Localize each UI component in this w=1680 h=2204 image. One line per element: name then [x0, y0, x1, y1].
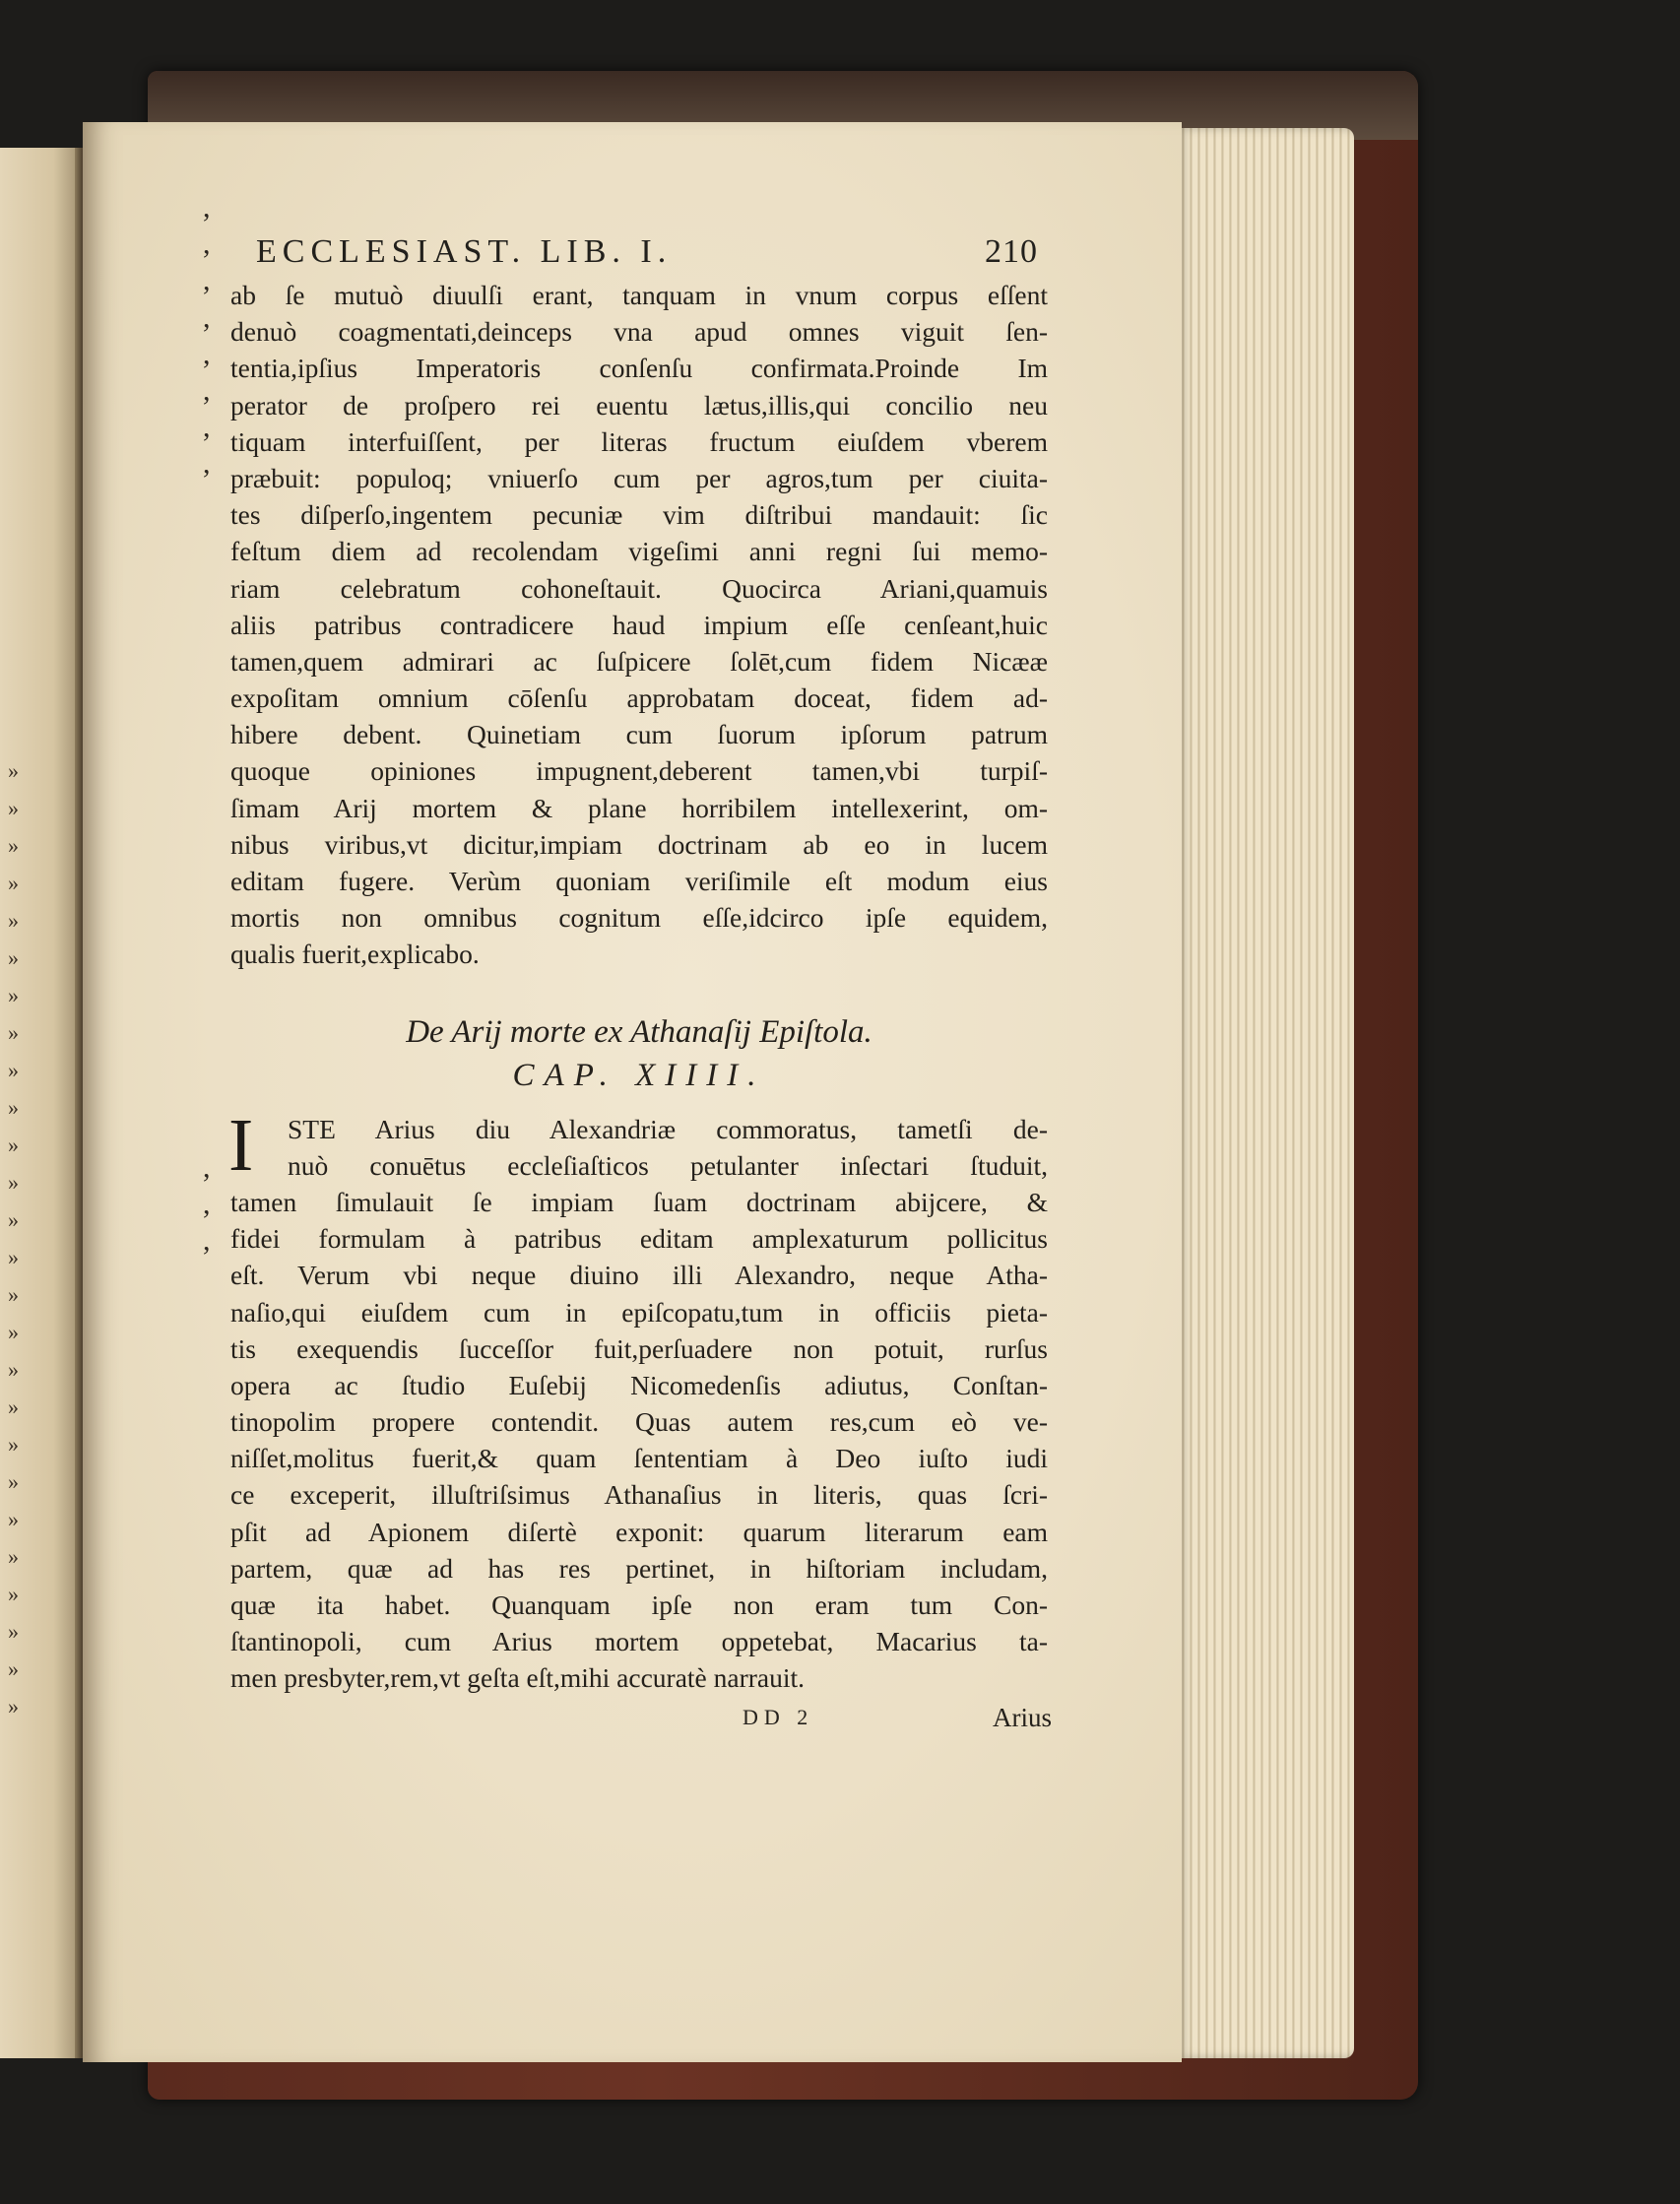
quote-mark: ,: [203, 337, 211, 370]
text-line: STE Arius diu Alexandriæ commoratus, tametſi de-: [288, 1113, 1048, 1144]
text-line: tamen ſimulauit ſe impiam ſuam doctrinam abijcere, &: [230, 1186, 1048, 1217]
quote-mark: ,: [203, 411, 211, 444]
text-line: feſtum diem ad recolendam vigeſimi anni regni ſui memo-: [230, 536, 1048, 567]
text-line: editam fugere. Verùm quoniam veriſimile eſt modum eius: [230, 866, 1048, 896]
gutter-mark: »: [8, 945, 19, 970]
text-line: eſt. Verum vbi neque diuino illi Alexandro, neque Atha-: [230, 1260, 1048, 1291]
gutter-mark: »: [8, 1058, 19, 1082]
text-line: ce exceperit, illuſtriſsimus Athanaſius in literis, quas ſcri-: [230, 1479, 1048, 1511]
gutter-mark: »: [8, 1656, 19, 1681]
text-line: pſit ad Apionem diſertè exponit: quarum literarum eam: [230, 1516, 1048, 1547]
paragraph-2: [228, 1103, 1048, 1697]
gutter-mark: »: [8, 1582, 19, 1606]
text-line: niſſet,molitus fuerit,& quam ſententiam à Deo iuſto iudi: [230, 1443, 1048, 1474]
printed-page: [83, 122, 1182, 2062]
gutter-mark: »: [8, 1282, 19, 1307]
text-line: denuò coagmentati,deinceps vna apud omnes viguit ſen-: [230, 316, 1048, 348]
quote-mark: ,: [203, 1188, 211, 1221]
gutter-mark: »: [8, 1469, 19, 1494]
text-line: opera ac ſtudio Euſebij Nicomedenſis adiutus, Conſtan-: [230, 1369, 1048, 1400]
gutter-mark: »: [8, 1320, 19, 1344]
gutter-mark: »: [8, 796, 19, 820]
running-head-title: ECCLESIAST. LIB. I.: [256, 233, 673, 270]
gutter-mark: »: [8, 983, 19, 1007]
text-line: tes diſperſo,ingentem pecuniæ vim diſtribui mandauit: ſic: [230, 499, 1048, 531]
text-line: nuò conuētus eccleſiaſticos petulanter inſectari ſtuduit,: [288, 1149, 1048, 1181]
gutter-mark: »: [8, 1544, 19, 1569]
text-line: partem, quæ ad has res pertinet, in hiſtoriam includam,: [230, 1552, 1048, 1584]
signature-mark: DD 2: [743, 1704, 814, 1729]
text-line: quæ ita habet. Quanquam ipſe non eram tum Con-: [230, 1589, 1048, 1620]
gutter-mark: »: [8, 1095, 19, 1120]
text-line: tis exequendis ſucceſſor fuit,perſuadere non potuit, rurſus: [230, 1332, 1048, 1364]
text-block: [228, 227, 1052, 1740]
gutter-mark: »: [8, 1245, 19, 1269]
quote-mark: ,: [203, 300, 211, 334]
text-line: riam celebratum cohoneſtauit. Quocirca Ariani,quamuis: [230, 572, 1048, 604]
gutter-mark: »: [8, 1619, 19, 1644]
gutter-mark: »: [8, 908, 19, 933]
gutter-mark: »: [8, 1207, 19, 1232]
text-line: expoſitam omnium cōſenſu approbatam doceat, fidem ad-: [230, 682, 1048, 714]
gutter-mark: »: [8, 1394, 19, 1419]
text-line: qualis fuerit,explicabo.: [230, 939, 480, 970]
text-line: mortis non omnibus cognitum eſſe,idcirco ipſe equidem,: [230, 902, 1048, 934]
gutter-mark: »: [8, 1432, 19, 1457]
gutter-mark: »: [8, 1357, 19, 1382]
text-line: fidei formulam à patribus editam amplexaturum pollicitus: [230, 1223, 1048, 1255]
text-line: ſtantinopoli, cum Arius mortem oppetebat, Macarius ta-: [230, 1626, 1048, 1657]
quote-mark: ,: [203, 374, 211, 407]
quote-mark: ,: [203, 264, 211, 297]
text-line: aliis patribus contradicere haud impium eſſe cenſeant,huic: [230, 609, 1048, 640]
paragraph-1: [230, 277, 1048, 973]
text-line: men presbyter,rem,vt geſta eſt,mihi accuratè narrauit.: [230, 1662, 806, 1694]
text-line: ab ſe mutuò diuulſi erant, tanquam in vnum corpus eſſent: [230, 280, 1048, 310]
quote-mark: ,: [203, 447, 211, 481]
quote-mark: ,: [203, 1224, 211, 1258]
text-line: tinopolim propere contendit. Quas autem res,cum eò ve-: [230, 1406, 1048, 1438]
chapter-label: CAP. XIIII.: [512, 1057, 766, 1093]
gutter-mark: »: [8, 833, 19, 858]
drop-cap: I: [228, 1103, 254, 1187]
quote-mark: ,: [203, 1151, 211, 1184]
text-line: nibus viribus,vt dicitur,impiam doctrinam ab eo in lucem: [230, 828, 1048, 860]
quote-mark: ,: [203, 227, 211, 261]
catchword: Arius: [993, 1702, 1052, 1732]
text-line: tamen,quem admirari ac ſuſpicere ſolēt,cum fidem Nicææ: [230, 645, 1048, 677]
page-number: 210: [985, 233, 1038, 270]
text-line: præbuit: populoq; vniuerſo cum per agros,tum per ciuita-: [230, 462, 1048, 493]
text-line: tentia,ipſius Imperatoris conſenſu confirmata.Proinde Im: [230, 353, 1048, 384]
section-heading: De Arij morte ex Athanaſij Epiſtola.: [406, 1013, 872, 1050]
page-footer: [230, 1701, 1052, 1740]
quote-mark: ,: [203, 191, 211, 224]
text-line: naſio,qui eiuſdem cum in epiſcopatu,tum in officiis pieta-: [230, 1296, 1048, 1328]
page-block-edges: [1177, 128, 1354, 2058]
text-line: hibere debent. Quinetiam cum ſuorum ipſorum patrum: [230, 719, 1048, 750]
gutter-mark: »: [8, 1133, 19, 1157]
gutter-mark: »: [8, 1694, 19, 1718]
text-line: perator de proſpero rei euentu lætus,illis,qui concilio neu: [230, 389, 1048, 421]
text-line: ſimam Arij mortem & plane horribilem intellexerint, om-: [230, 792, 1048, 823]
gutter-mark: »: [8, 1507, 19, 1531]
gutter-mark: »: [8, 758, 19, 783]
text-line: quoque opiniones impugnent,deberent tamen,vbi turpiſ-: [230, 755, 1048, 787]
gutter-mark: »: [8, 1170, 19, 1195]
gutter-mark: »: [8, 1020, 19, 1045]
text-line: tiquam interfuiſſent, per literas fructum eiuſdem vberem: [230, 425, 1048, 457]
gutter-mark: »: [8, 871, 19, 895]
running-head: [230, 227, 1048, 277]
